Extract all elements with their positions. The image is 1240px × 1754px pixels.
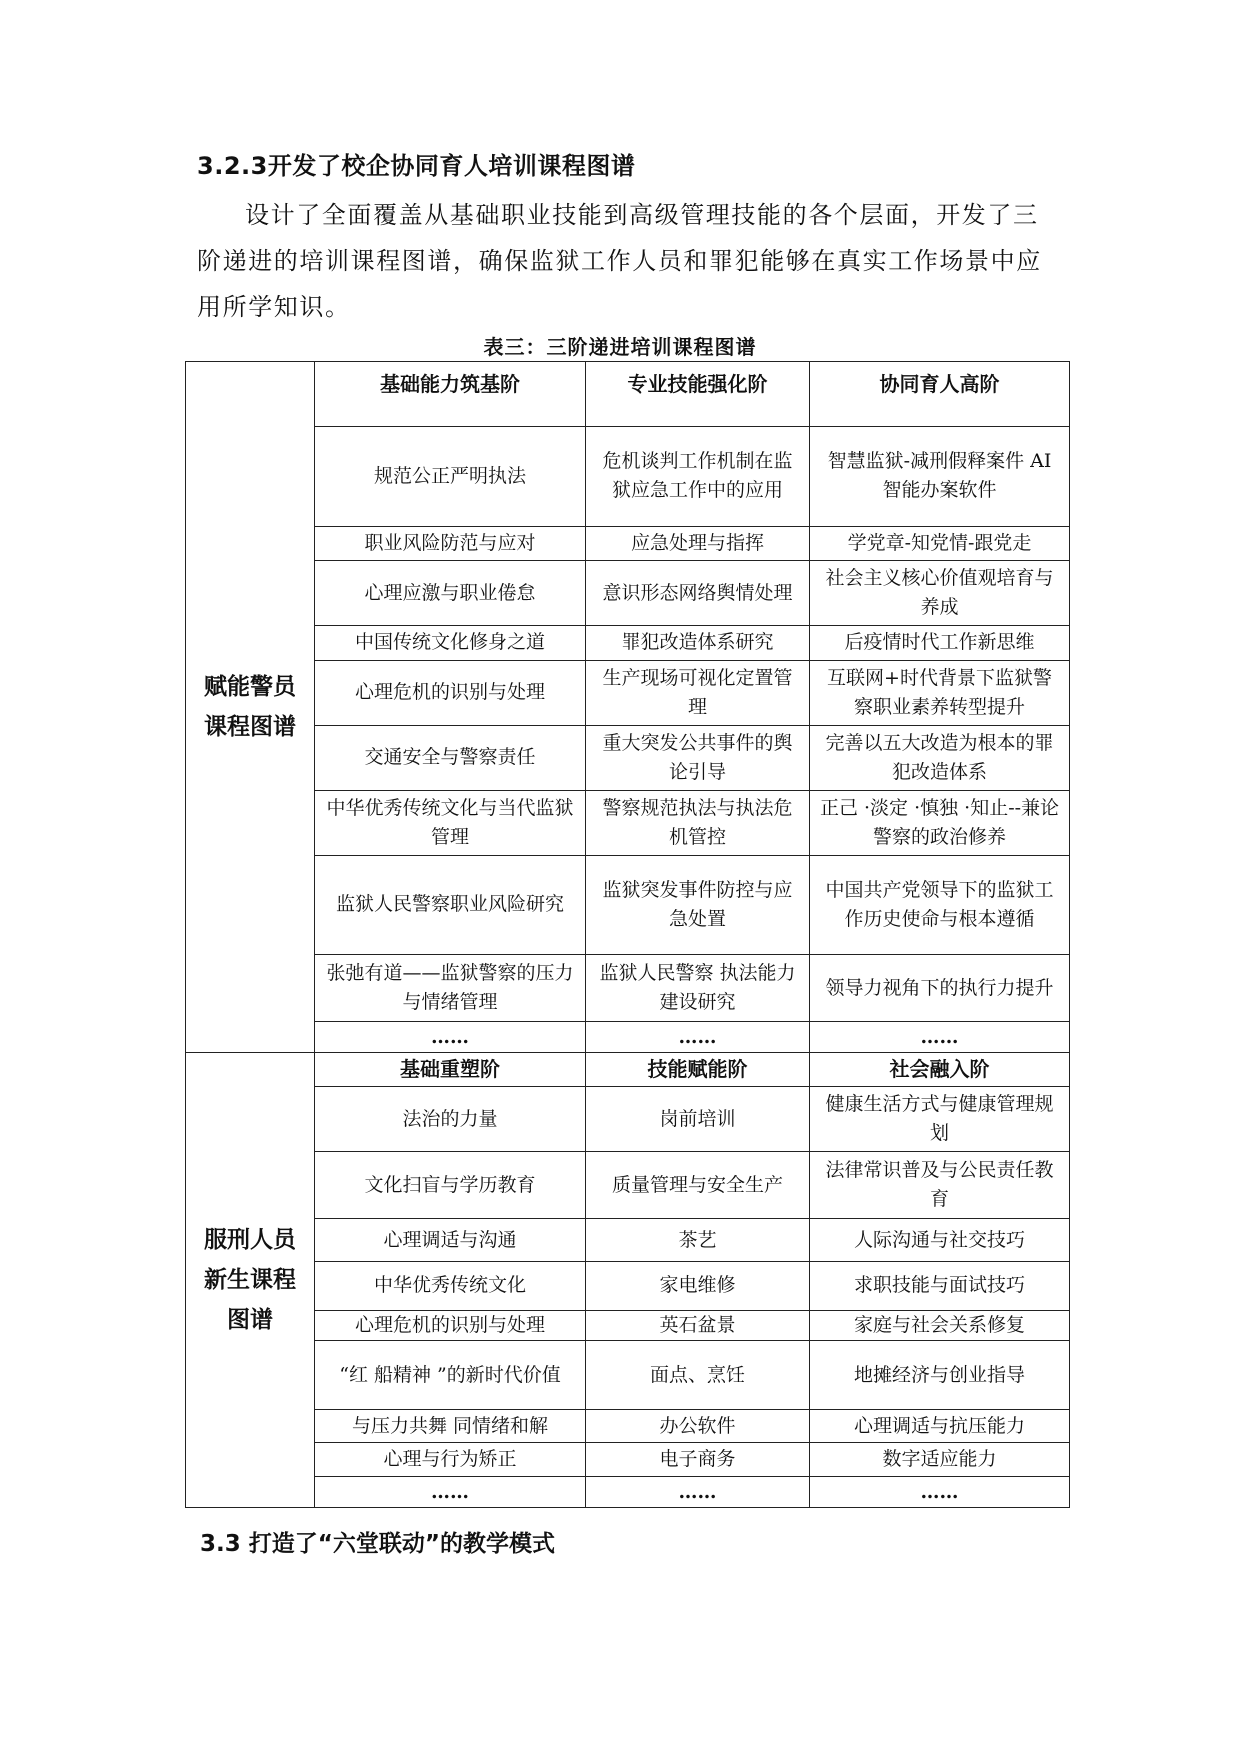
table-cell: 文化扫盲与学历教育 bbox=[315, 1152, 586, 1219]
table-row bbox=[186, 725, 1070, 790]
table-header-row bbox=[186, 1052, 1070, 1087]
table-row bbox=[186, 1310, 1070, 1340]
table-cell: 心理调适与沟通 bbox=[315, 1219, 586, 1262]
group-label-line: 课程图谱 bbox=[204, 713, 296, 740]
table-cell: 茶艺 bbox=[586, 1219, 810, 1262]
table-row bbox=[186, 1410, 1070, 1443]
table-caption: 表三：三阶递进培训课程图谱 bbox=[483, 335, 757, 359]
group-label-line: 服刑人员 bbox=[204, 1226, 296, 1253]
table-row bbox=[186, 526, 1070, 561]
table-row bbox=[186, 660, 1070, 725]
table-row bbox=[186, 855, 1070, 955]
table-cell: 面点、烹饪 bbox=[586, 1341, 810, 1410]
table-cell: 完善以五大改造为根本的罪犯改造体系 bbox=[810, 725, 1070, 790]
table-cell: 家庭与社会关系修复 bbox=[810, 1310, 1070, 1340]
table-cell: 监狱人民警察职业风险研究 bbox=[315, 855, 586, 955]
table-cell: 质量管理与安全生产 bbox=[586, 1152, 810, 1219]
table-cell: 心理与行为矫正 bbox=[315, 1442, 586, 1477]
table-cell-ellipsis: …… bbox=[315, 1022, 586, 1052]
table-row bbox=[186, 626, 1070, 661]
section-heading: 3.2.3开发了校企协同育人培训课程图谱 bbox=[197, 152, 636, 180]
intro-paragraph: 设计了全面覆盖从基础职业技能到高级管理技能的各个层面，开发了三阶递进的培训课程图谱，确保监狱工作人员和罪犯能够在真实工作场景中应用所学知识。 bbox=[197, 201, 1042, 321]
table-cell: 心理应激与职业倦怠 bbox=[315, 561, 586, 626]
table-cell-ellipsis: …… bbox=[586, 1022, 810, 1052]
table-cell: 地摊经济与创业指导 bbox=[810, 1341, 1070, 1410]
table-cell: 重大突发公共事件的舆论引导 bbox=[586, 725, 810, 790]
table-cell: 岗前培训 bbox=[586, 1087, 810, 1152]
table-row bbox=[186, 427, 1070, 527]
table-cell: 英石盆景 bbox=[586, 1310, 810, 1340]
table-cell: 健康生活方式与健康管理规划 bbox=[810, 1087, 1070, 1152]
column-header: 专业技能强化阶 bbox=[586, 362, 810, 427]
table-cell: 应急处理与指挥 bbox=[586, 526, 810, 561]
table-cell: 学党章-知党情-跟党走 bbox=[810, 526, 1070, 561]
table-cell: 正己 ·淡定 ·慎独 ·知止--兼论警察的政治修养 bbox=[810, 790, 1070, 855]
table-cell: “红 船精神 ”的新时代价值 bbox=[315, 1341, 586, 1410]
table-row bbox=[186, 790, 1070, 855]
table-row bbox=[186, 1262, 1070, 1311]
table-cell-ellipsis: …… bbox=[810, 1022, 1070, 1052]
column-header: 技能赋能阶 bbox=[586, 1052, 810, 1087]
table-cell: 职业风险防范与应对 bbox=[315, 526, 586, 561]
table-cell: 求职技能与面试技巧 bbox=[810, 1262, 1070, 1311]
group-label-inmates bbox=[186, 1052, 315, 1507]
table-cell: 生产现场可视化定置管理 bbox=[586, 660, 810, 725]
table-row bbox=[186, 1341, 1070, 1410]
table-cell: 人际沟通与社交技巧 bbox=[810, 1219, 1070, 1262]
group-label-line: 赋能警员 bbox=[204, 673, 296, 700]
column-header: 基础能力筑基阶 bbox=[315, 362, 586, 427]
curriculum-table bbox=[185, 361, 1070, 1508]
table-cell: 意识形态网络舆情处理 bbox=[586, 561, 810, 626]
table-cell: 心理调适与抗压能力 bbox=[810, 1410, 1070, 1443]
table-row bbox=[186, 1477, 1070, 1508]
table-cell-ellipsis: …… bbox=[315, 1477, 586, 1508]
table-cell: 危机谈判工作机制在监狱应急工作中的应用 bbox=[586, 427, 810, 527]
table-cell: 数字适应能力 bbox=[810, 1442, 1070, 1477]
next-section-heading: 3.3 打造了“六堂联动”的教学模式 bbox=[200, 1531, 555, 1557]
table-cell: 家电维修 bbox=[586, 1262, 810, 1311]
table-row bbox=[186, 1152, 1070, 1219]
table-cell: 后疫情时代工作新思维 bbox=[810, 626, 1070, 661]
table-cell: 心理危机的识别与处理 bbox=[315, 660, 586, 725]
table-cell: 与压力共舞 同情绪和解 bbox=[315, 1410, 586, 1443]
table-row bbox=[186, 955, 1070, 1022]
table-cell: 张弛有道——监狱警察的压力与情绪管理 bbox=[315, 955, 586, 1022]
table-cell: 中华优秀传统文化 bbox=[315, 1262, 586, 1311]
table-cell: 监狱突发事件防控与应急处置 bbox=[586, 855, 810, 955]
table-cell: 领导力视角下的执行力提升 bbox=[810, 955, 1070, 1022]
table-cell: 规范公正严明执法 bbox=[315, 427, 586, 527]
table-cell: 交通安全与警察责任 bbox=[315, 725, 586, 790]
column-header: 基础重塑阶 bbox=[315, 1052, 586, 1087]
table-cell-ellipsis: …… bbox=[586, 1477, 810, 1508]
table-row bbox=[186, 1022, 1070, 1052]
table-cell: 法律常识普及与公民责任教育 bbox=[810, 1152, 1070, 1219]
table-cell: 电子商务 bbox=[586, 1442, 810, 1477]
table-cell: 警察规范执法与执法危机管控 bbox=[586, 790, 810, 855]
table-header-row bbox=[186, 362, 1070, 427]
table-row bbox=[186, 1442, 1070, 1477]
table-cell: 罪犯改造体系研究 bbox=[586, 626, 810, 661]
group-label-line: 图谱 bbox=[227, 1306, 273, 1333]
table-cell: 智慧监狱-减刑假释案件 AI 智能办案软件 bbox=[810, 427, 1070, 527]
table-cell: 社会主义核心价值观培育与养成 bbox=[810, 561, 1070, 626]
table-row bbox=[186, 561, 1070, 626]
table-cell: 法治的力量 bbox=[315, 1087, 586, 1152]
table-cell: 中国共产党领导下的监狱工作历史使命与根本遵循 bbox=[810, 855, 1070, 955]
table-row bbox=[186, 1087, 1070, 1152]
column-header: 社会融入阶 bbox=[810, 1052, 1070, 1087]
group-label-line: 新生课程 bbox=[204, 1266, 296, 1293]
group-label-police bbox=[186, 362, 315, 1053]
table-cell: 心理危机的识别与处理 bbox=[315, 1310, 586, 1340]
column-header: 协同育人高阶 bbox=[810, 362, 1070, 427]
table-cell: 监狱人民警察 执法能力建设研究 bbox=[586, 955, 810, 1022]
table-cell-ellipsis: …… bbox=[810, 1477, 1070, 1508]
table-cell: 中华优秀传统文化与当代监狱管理 bbox=[315, 790, 586, 855]
table-row bbox=[186, 1219, 1070, 1262]
table-cell: 互联网+时代背景下监狱警察职业素养转型提升 bbox=[810, 660, 1070, 725]
table-cell: 办公软件 bbox=[586, 1410, 810, 1443]
table-cell: 中国传统文化修身之道 bbox=[315, 626, 586, 661]
